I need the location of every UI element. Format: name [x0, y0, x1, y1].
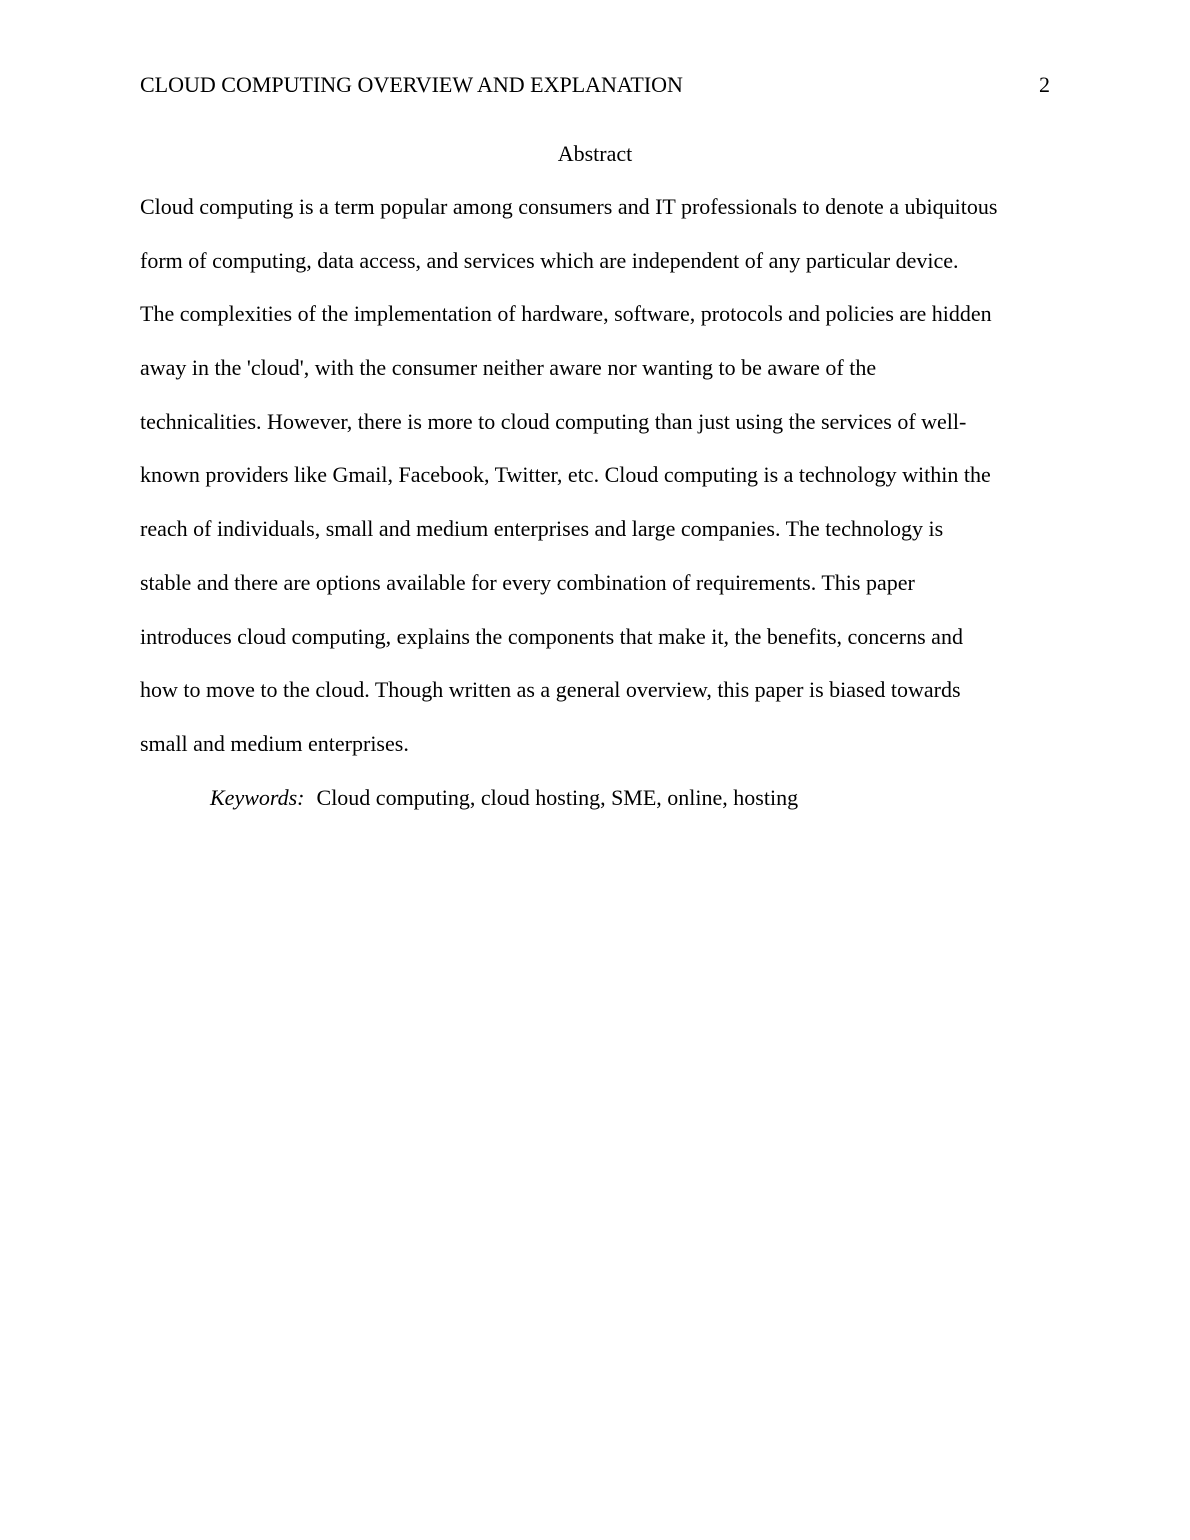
abstract-line: known providers like Gmail, Facebook, Twitter, etc. Cloud computing is a technology within the: [140, 462, 991, 488]
abstract-line: reach of individuals, small and medium enterprises and large companies. The technology is: [140, 516, 944, 542]
keywords: [210, 771, 798, 825]
page-number: 2: [1039, 72, 1050, 97]
abstract-line: introduces cloud computing, explains the components that make it, the benefits, concerns and: [140, 623, 963, 649]
keywords-label: Keywords:: [210, 785, 305, 810]
abstract-heading: Abstract: [557, 141, 633, 166]
abstract-line: stable and there are options available for every combination of requirements. This paper: [140, 569, 915, 595]
abstract-line: small and medium enterprises.: [140, 730, 409, 756]
abstract-line: Cloud computing is a term popular among consumers and IT professionals to denote a ubiquitous: [140, 194, 998, 219]
abstract-line: The complexities of the implementation of hardware, software, protocols and policies are hidden: [140, 301, 992, 327]
keywords-value: Cloud computing, cloud hosting, SME, online, hosting: [316, 785, 799, 810]
abstract-line: technicalities. However, there is more to cloud computing than just using the services of well-: [140, 408, 967, 434]
abstract-line: form of computing, data access, and services which are independent of any particular device.: [140, 247, 959, 273]
running-title: CLOUD COMPUTING OVERVIEW AND EXPLANATION: [140, 72, 683, 97]
abstract-line: how to move to the cloud. Though written as a general overview, this paper is biased towards: [140, 677, 961, 703]
running-head: [140, 70, 1050, 100]
abstract-body: [140, 180, 1060, 771]
abstract-line: away in the 'cloud', with the consumer neither aware nor wanting to be aware of the: [140, 355, 877, 381]
